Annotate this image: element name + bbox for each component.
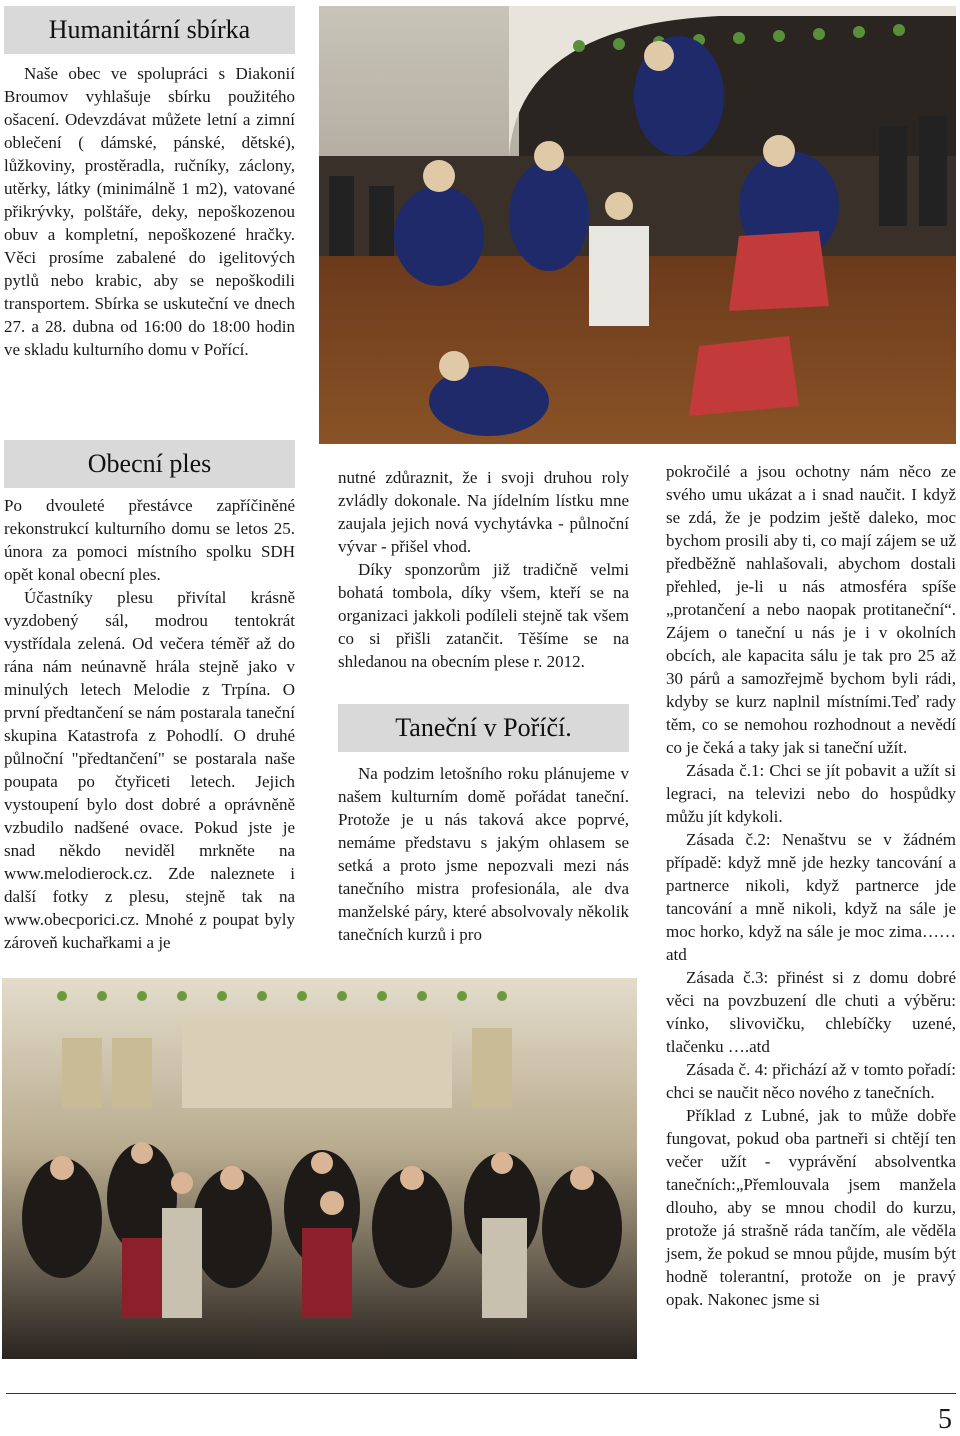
photo-dance-performance <box>319 6 956 444</box>
page-number: 5 <box>938 1404 952 1435</box>
ples-text <box>4 494 295 954</box>
tanecni-paragraph: Na podzim letošního roku plánujeme v našem kulturním domě pořádat taneční. Protože je u nás taková akce poprvé, nemáme představu s jakým ohlasem se setká a proto jsme nepozvali mezi nás tanečního mistra profesionála, ale dva manželské páry, které absolvovaly několik tanečních kurzů i pro <box>338 764 629 944</box>
tanecni-continuation <box>666 460 956 1311</box>
ples-paragraph-1: Po dvouleté přestávce zapříčiněné rekonstrukcí kulturního domu se letos 25. února za pomoci místního spolku SDH opět konal obecní ples. <box>4 496 295 584</box>
section-title-humanitarni: Humanitární sbírka <box>4 6 295 54</box>
tanecni-rule-2: Zásada č.2: Nenaštvu se v žádném případě: když mně jde hezky tancování a partnerce nikoli, když partnerce jde tancování a mně nikoli, když na sále je moc horko, když na sále je moc zima……atd <box>666 830 956 964</box>
tanecni-example: Příklad z Lubné, jak to může dobře fungovat, pokud oba partneři si chtějí ten večer užít - vyprávění absolventka tanečních:„Přemlouvala jsem manžela dlouho, aby se mnou chodil do kurzu, protože já strašně ráda tančím, ale věděla jsem, že pokud se mnou půjde, musím být hodně tolerantní, protože on je pravý opak. Nakonec jsme si <box>666 1106 956 1309</box>
tanecni-rule-3: Zásada č.3: přinést si z domu dobré věci na povzbuzení dle chuti a výběru: vínko, slivovičku, chlebíčky uzené, tlačenku ….atd <box>666 968 956 1056</box>
ples-continuation-1: nutné zdůraznit, že i svoji druhou roly zvládly dokonale. Na jídelním lístku mne zaujala jejich nová vychytávka - půlnoční vývar - přišel vhod. <box>338 468 629 556</box>
ples-paragraph-2: Účastníky plesu přivítal krásně vyzdobený sál, modrou tentokrát vystřídala zelená. Od večera téměř až do rána nám neúnavně hrála stejně jako v minulých letech Melodie z Trpína. O první předtančení se nám postarala taneční skupina Katastrofa z Pohodlí. O druhé půlnoční "předtančení" se postarala naše poupata po čtyřiceti letech. Jejich vystoupení bylo dost dobré a oprávněně vzbudilo nadšené ovace. Pokud jste je snad někdo neviděl mrkněte na www.melodierock.cz. Zde naleznete i další fotky z plesu, stejně tak na www.obecporici.cz. Mnohé z poupat byly zároveň kuchařkami a je <box>4 588 295 952</box>
tanecni-rule-4: Zásada č. 4: přichází až v tomto pořadí: chci se naučit něco nového z tanečních. <box>666 1060 956 1102</box>
tanecni-rule-1: Zásada č.1: Chci se jít pobavit a užít si legraci, na televizi nebo do hospůdky můžu jít kdykoli. <box>666 761 956 826</box>
humanitarni-text <box>4 62 295 361</box>
ples-continuation <box>338 466 629 673</box>
photo-dance-floor <box>2 978 637 1359</box>
tanecni-cont-1: pokročilé a jsou ochotny nám něco ze svého umu ukázat a i snad naučit. I když se zdá, že je podzim ještě daleko, moc bychom prosili aby ti, co mají zájem se už předběžně nahlašovali, abychom dostali přehled, je-li u nás atmosféra spíše „protančení a nebo naopak protitaneční“. Zájem o taneční u nás je i v okolních obcích, ale kapacita sálu je tak pro 25 až 30 párů a samozřejmě bychom byli rádi, kdyby se kurz naplnil místními.Teď rady těm, co se nemohou rozhodnout a nevědí co je čeká a taky jak si taneční užít. <box>666 462 956 757</box>
tanecni-text <box>338 762 629 946</box>
ples-continuation-2: Díky sponzorům již tradičně velmi bohatá tombola, díky všem, kteří se na organizaci jakkoli podíleli stejně tak všem co si přišli zatančit. Těšíme se na shledanou na obecním plese r. 2012. <box>338 560 629 671</box>
section-title-ples: Obecní ples <box>4 440 295 488</box>
footer-rule <box>6 1393 956 1394</box>
humanitarni-paragraph: Naše obec ve spolupráci s Diakonií Broumov vyhlašuje sbírku použitého ošacení. Odevzdávat můžete letní a zimní oblečení ( dámské, pánské, dětské), lůžkoviny, prostěradla, ručníky, záclony, utěrky, látky (minimálně 1 m2), vatované přikrývky, polštáře, deky, nepoškozenou obuv a kompletní, nepoškozené hračky. Věci prosíme zabalené do igelitových pytlů nebo krabic, aby se nepoškodili transportem. Sbírka se uskuteční ve dnech 27. a 28. dubna od 16:00 do 18:00 hodin ve skladu kulturního domu v Pořící. <box>4 64 295 359</box>
section-title-tanecni: Taneční v Poříčí. <box>338 704 629 752</box>
